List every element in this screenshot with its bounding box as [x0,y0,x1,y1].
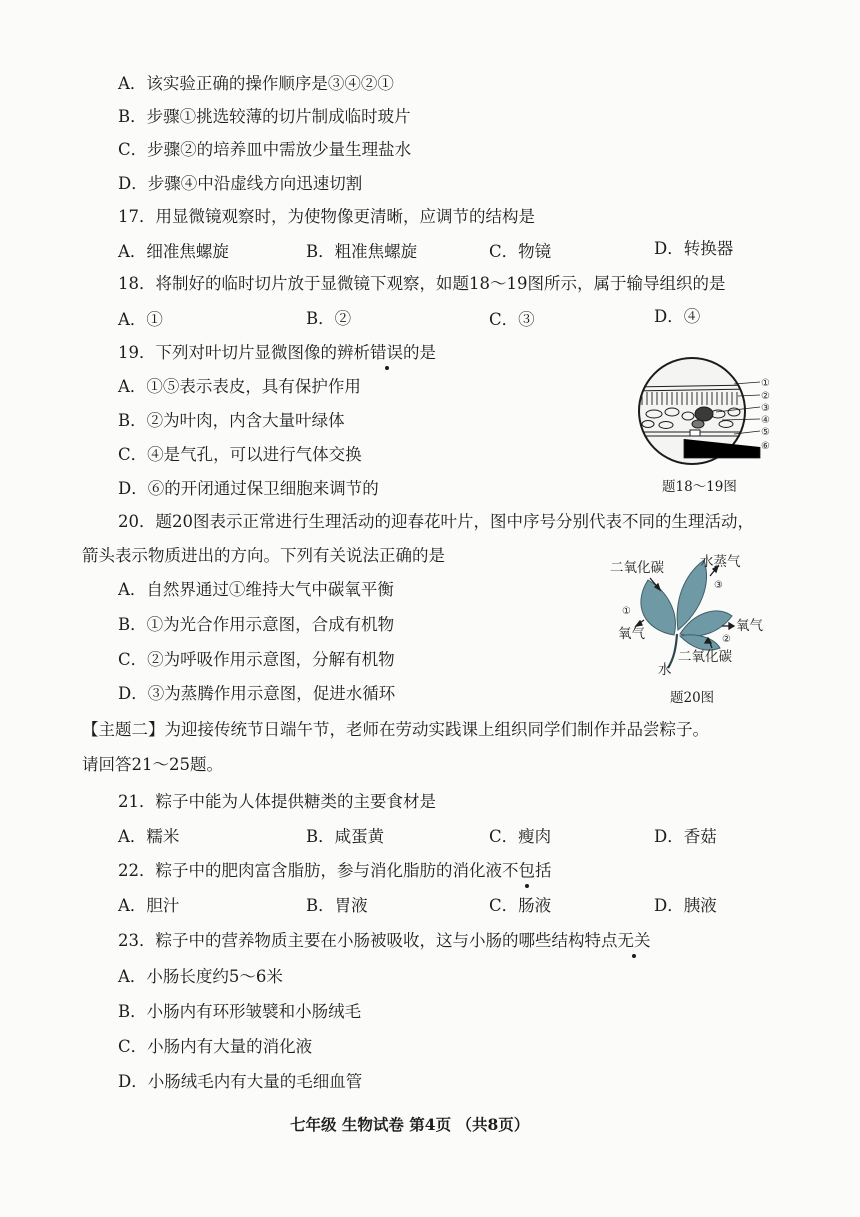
q17-stem: 17．用显微镜观察时，为使物像更清晰，应调节的结构是 [118,207,535,226]
q18-option-d: D．④ [654,307,701,326]
q22-emphasis: 不包括 [502,861,552,880]
fig-label-4: ④ [761,415,770,426]
fig20-num-3: ③ [714,580,723,591]
q17-option-c: C．物镜 [489,242,552,261]
theme2-line2: 请回答21～25题。 [82,755,223,774]
fig20-num-1: ① [622,606,631,617]
q20-stem-line2: 箭头表示物质进出的方向。下列有关说法正确的是 [82,546,445,565]
q18-stem: 18．将制好的临时切片放于显微镜下观察，如题18～19图所示，属于输导组织的是 [118,274,726,293]
page-footer: 七年级 生物试卷 第4页 （共8页） [290,1115,530,1134]
q19-emphasis: 错误 [370,343,403,362]
leaf-section-figure [634,354,776,466]
q16-option-c: C．步骤②的培养皿中需放少量生理盐水 [118,140,412,159]
fig20-co2-bottom: 二氧化碳 [678,649,732,665]
q23-option-a: A．小肠长度约5～6米 [118,967,283,986]
q23-option-b: B．小肠内有环形皱襞和小肠绒毛 [118,1002,362,1021]
q23-option-c: C．小肠内有大量的消化液 [118,1037,313,1056]
q22-option-b: B．胃液 [306,896,368,915]
q22-option-c: C．肠液 [489,896,552,915]
fig-label-3: ③ [761,403,770,414]
q17-option-b: B．粗准焦螺旋 [306,242,418,261]
q20-stem-line1: 20．题20图表示正常进行生理活动的迎春花叶片，图中序号分别代表不同的生理活动， [118,512,754,531]
q17-option-d: D．转换器 [654,239,734,258]
q21-stem: 21．粽子中能为人体提供糖类的主要食材是 [118,792,436,811]
q21-option-a: A．糯米 [118,827,180,846]
q23-option-d: D．小肠绒毛内有大量的毛细血管 [118,1072,363,1091]
fig20-o2-left: 氧气 [618,626,645,642]
fig-label-2: ② [761,391,770,402]
q20-option-d: D．③为蒸腾作用示意图，促进水循环 [118,684,396,703]
q21-option-d: D．香菇 [654,827,717,846]
q23-emphasis: 无关 [617,931,651,950]
q19-option-a: A．①⑤表示表皮，具有保护作用 [118,377,361,396]
q22-stem: 22．粽子中的肥肉富含脂肪，参与消化脂肪的消化液不包括 [118,861,552,880]
q18-option-b: B．② [306,309,352,328]
q18-option-c: C．③ [489,310,535,329]
fig20-water-vapor: 水蒸气 [700,554,741,570]
figure-18-19-caption: 题18～19图 [662,479,737,495]
q19-stem: 19．下列对叶切片显微图像的辨析错误的是 [118,343,436,362]
fig20-num-2: ② [722,634,731,645]
fig-label-6: ⑥ [761,441,770,452]
q20-option-a: A．自然界通过①维持大气中碳氧平衡 [118,580,394,599]
fig20-co2-top: 二氧化碳 [610,560,664,576]
q18-option-a: A．① [118,310,163,329]
q16-option-b: B．步骤①挑选较薄的切片制成临时玻片 [118,107,411,126]
q17-option-a: A．细准焦螺旋 [118,242,229,261]
fig20-water: 水 [658,662,672,678]
fig-label-5: ⑤ [761,427,770,438]
q19-option-d: D．⑥的开闭通过保卫细胞来调节的 [118,479,379,498]
q22-option-d: D．胰液 [654,896,717,915]
q20-option-c: C．②为呼吸作用示意图，分解有机物 [118,650,395,669]
figure-20-caption: 题20图 [670,690,715,706]
theme2-line1: 【主题二】为迎接传统节日端午节，老师在劳动实践课上组织同学们制作并品尝粽子。 [82,720,709,739]
q22-option-a: A．胆汁 [118,896,180,915]
q16-option-d: D．步骤④中沿虚线方向迅速切割 [118,174,363,193]
q23-stem: 23．粽子中的营养物质主要在小肠被吸收，这与小肠的哪些结构特点无关 [118,931,651,950]
fig20-o2-right: 氧气 [736,618,763,634]
q21-option-b: B．咸蛋黄 [306,827,385,846]
leaf-diagram-figure [604,550,784,690]
q16-option-a: A．该实验正确的操作顺序是③④②① [118,74,394,93]
fig-label-1: ① [761,378,770,389]
q19-option-c: C．④是气孔，可以进行气体交换 [118,445,362,464]
q20-option-b: B．①为光合作用示意图，合成有机物 [118,615,395,634]
q19-option-b: B．②为叶肉，内含大量叶绿体 [118,411,345,430]
q21-option-c: C．瘦肉 [489,827,552,846]
